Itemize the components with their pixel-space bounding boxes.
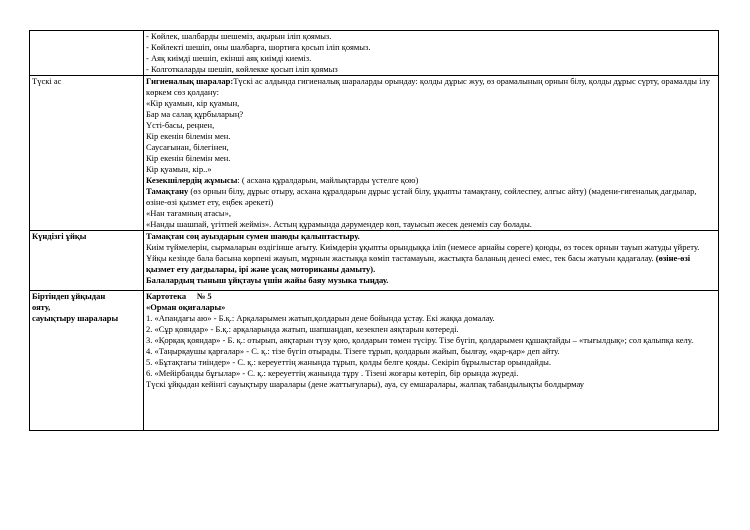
dress-line: - Көйлекті шешіп, оны шалбарға, шортиға қосып іліп қоямыз. [146,42,371,52]
game-title: «Орман оқиғалары» [146,302,226,312]
dress-line: - Колготкаларды шешіп, көйлекке қосып іліп қоямыз [146,64,338,74]
exercise-text: - Б.қ.: арқаларында жатып, шапшаңдап, кезекпен аяқтарын көтереді. [208,324,459,334]
dress-content-cell [144,31,719,76]
eating-text: (өз орнын білу, дұрыс отыру, асхана құралдарын дұрыс ұстай білу, ұқыпты тамақтану, сөйлеспеу, алғыс айту) (мәдени-гигеналық дағдылар, өзіне-өзі қызмет ету, еңбек әрекеті) [146,186,697,207]
exercise-name: 4. «Таңырқаушы қарғалар» [146,346,245,356]
exercise-name: 1. «Апандағы аю» [146,313,212,323]
rise-label-line: Біртіндеп ұйқыдан [32,291,106,301]
exercise-item [146,335,717,346]
sleep-label-cell [30,231,144,291]
sleep-text-bold: (өзіне-өзі қызмет ету дағдылары, ірі және ұсақ моториканы дамыту). [146,253,691,274]
exercise-name: 5. «Бұтақтағы тиіндер» [146,357,231,367]
exercise-text: - С. қ.: кереуеттің жанында тұру . Тізені жоғары көтеріп, бір орында жүреді. [240,368,519,378]
exercise-name: 2. «Сұр қояндар» [146,324,209,334]
duty-text: : ( асхана құралдарын, майлықтарды үстелге қою) [237,175,419,185]
sleep-paragraph [146,242,717,275]
rise-content-cell [144,291,719,431]
hygiene-text: Түскі ас алдында гигиеналық шараларды орындау: қолды дұрыс жуу, өз орамалының орнын білу, қолды дұрыс сүрту, орамалды ілу көркем сөз қолдану: [146,76,710,97]
tea-line: «Нанды шашпай, үгітпей жейміз». Астың құрамында дәрумендер көп, тауысып жесек денеміз сау болады. [146,219,532,229]
poem-line: Бар ма салақ құрбыларың? [146,109,244,119]
eating-title: Тамақтану [146,186,189,196]
duty-title: Кезекшілердің жұмысы [146,175,238,185]
rise-row [30,291,719,431]
eating-paragraph [146,186,717,208]
bread-line: «Нан тағамның атасы», [146,208,231,218]
rise-label-line: ояту, [32,302,51,312]
sleep-text: Киім түймелерін, сырмаларын өздігінше ағыту. Киімдерін ұқыпты орындыққа іліп (немесе арнайы сөреге) қоюды, өз төсек орнын тауып жатуды үйрету. Ұйқы кезінде бала басына көрпені жауып, мұрнын жастыққа көміп тастамауын, жастықта баланың денесі емес, тек басы жатуын қадағалау. [146,242,700,263]
exercise-item [146,346,717,357]
hygiene-title: Гигиеналық шаралар: [146,76,234,86]
exercise-text: - Б. қ.: отырып, аяқтарын түзу қою, қолдарын төмен түсіру. Тізе бүгіп, қолдарымен құшақтайды – «тығылдық»; сол қалыпқа келу. [220,335,694,345]
lunch-label-cell [30,76,144,231]
duty-paragraph [146,175,717,186]
exercise-name: 6. «Мейірбанды бұғылар» [146,368,241,378]
hygiene-paragraph [146,76,717,98]
exercise-text: - Б.қ.: Арқаларымен жатып,қолдарын дене бойында ұстау. Екі жаққа домалау. [211,313,495,323]
dress-label-cell [30,31,144,76]
health-measures-line: Түскі ұйқыдан кейінгі сауықтыру шаралары (дене жаттығулары), ауа, су емшаралары, жалпақ табандылықты болдырмау [146,379,585,389]
lunch-content-cell [144,76,719,231]
poem-line: «Кір қуамын, кір қуамын, [146,98,240,108]
poem-line: Кір қуамын, кір..» [146,164,212,174]
exercise-item [146,324,717,335]
dress-row [30,31,719,76]
dress-line: - Аяқ киімді шешіп, екінші аяқ киімді киеміз. [146,53,312,63]
sleep-label: Күндізгі ұйқы [32,231,87,241]
exercise-text: - С. қ.: кереуеттің жанында тұрып, қолды белге қояды. Секіріп бұрылыстар орындайды. [230,357,552,367]
poem-line: Саусағынан, білегінен, [146,142,229,152]
sleep-row [30,231,719,291]
card-title: Картотека № 5 [146,291,212,301]
sleep-music: Балалардың тыныш ұйқтауы үшін жайы баяу музыка тыңдау. [146,275,389,285]
dress-line: - Көйлек, шалбарды шешеміз, ақырын іліп қоямыз. [146,31,332,41]
exercise-item [146,357,717,368]
exercise-text: - С. қ.: тізе бүгіп отырады. Тізеге тұрып, қолдарын жайып, былғау, «қар-қар» деп айту. [244,346,560,356]
poem-line: Үсті-басы, реңнен, [146,120,215,130]
sleep-title: Тамақтан соң ауыздарын сумен шаюды қалыптастыру. [146,231,360,241]
rise-label-cell [30,291,144,431]
exercise-item [146,368,717,379]
sleep-content-cell [144,231,719,291]
poem-line: Кір екенін білемін мен. [146,153,231,163]
lesson-plan-table [29,30,719,431]
poem-line: Кір екенін білемін мен. [146,131,231,141]
exercise-name: 3. «Қорқақ қояндар» [146,335,221,345]
exercise-item [146,313,717,324]
lunch-row [30,76,719,231]
lunch-label: Түскі ас [32,76,62,86]
rise-label-line: сауықтыру шаралары [32,313,119,323]
